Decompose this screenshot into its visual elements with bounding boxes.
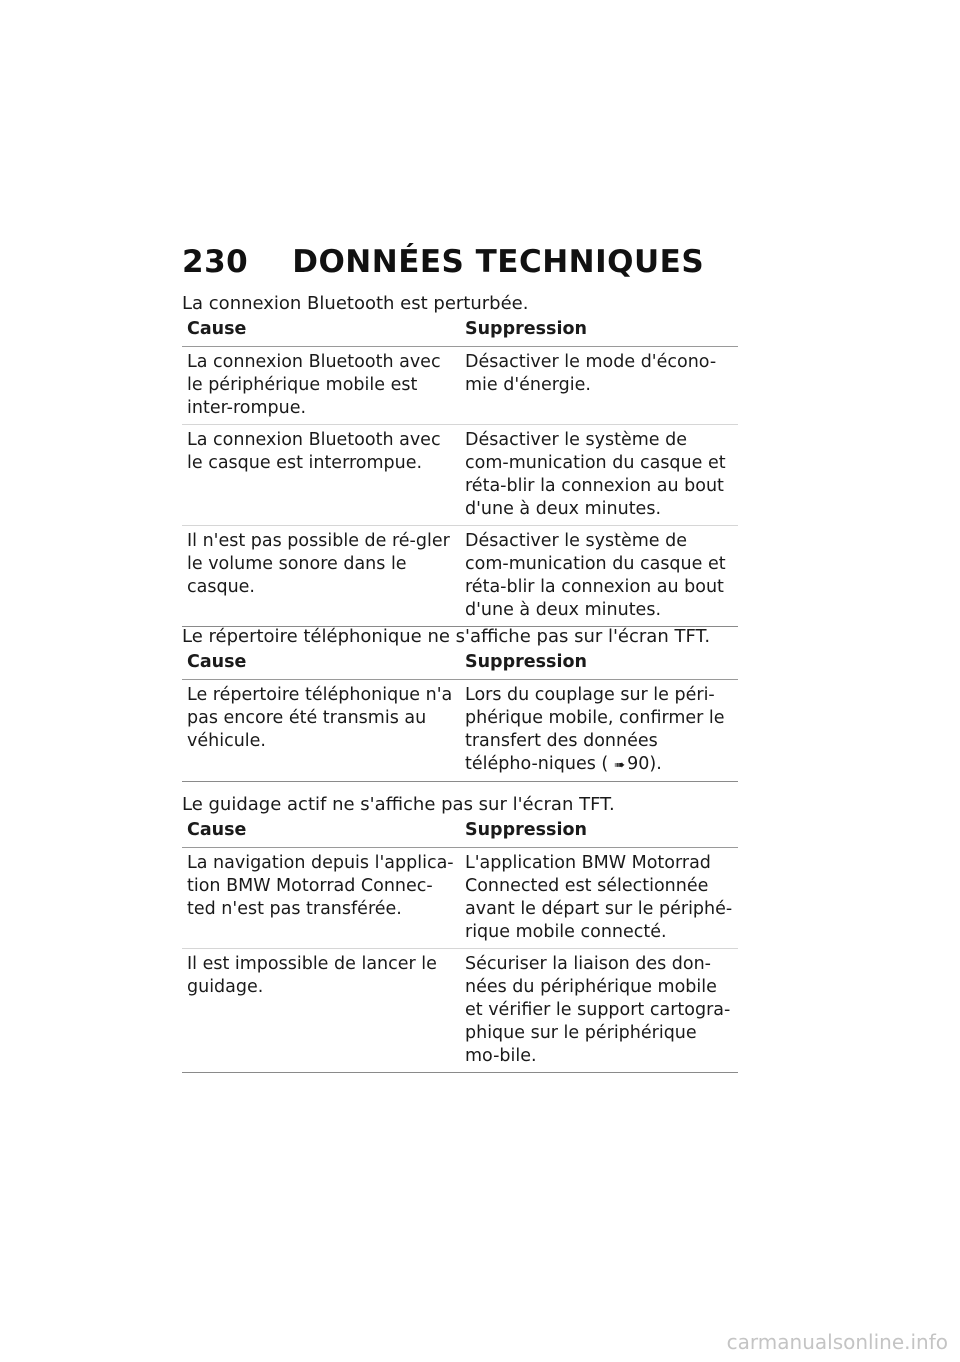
suppression-cell: Sécuriser la liaison des don-nées du périphérique mobile et vérifier le support cartogra-phique sur le périphérique mo-bile. xyxy=(460,949,738,1073)
table-row xyxy=(182,347,738,425)
table-row xyxy=(182,526,738,627)
cause-cell: Il est impossible de lancer le guidage. xyxy=(182,949,460,1073)
suppression-text: Lors du couplage sur le péri-phérique mobile, confirmer le transfert des données télépho-niques xyxy=(465,685,725,774)
page-header xyxy=(182,244,704,280)
watermark: carmanualsonline.info xyxy=(726,1330,948,1354)
column-header-suppression: Suppression xyxy=(460,317,738,347)
column-header-cause: Cause xyxy=(182,317,460,347)
cause-cell: Le répertoire téléphonique n'a pas encore été transmis au véhicule. xyxy=(182,680,460,782)
page-reference: 90). xyxy=(627,754,662,774)
cause-cell: La navigation depuis l'applica-tion BMW Motorrad Connec-ted n'est pas transférée. xyxy=(182,848,460,949)
suppression-cell: Lors du couplage sur le péri-phérique mobile, confirmer le transfert des données télépho-niques ( ➠ 90). xyxy=(460,680,738,782)
table-row xyxy=(182,425,738,526)
cause-cell: Il n'est pas possible de ré-gler le volume sonore dans le casque. xyxy=(182,526,460,627)
table-header-row xyxy=(182,818,738,848)
troubleshooting-table xyxy=(182,818,738,1073)
table-row xyxy=(182,949,738,1073)
page-title: DONNÉES TECHNIQUES xyxy=(292,244,705,280)
section-title: Le répertoire téléphonique ne s'affiche pas sur l'écran TFT. xyxy=(182,626,711,647)
suppression-cell: Désactiver le mode d'écono-mie d'énergie. xyxy=(460,347,738,425)
section-phonebook-not-shown xyxy=(182,625,738,782)
cause-cell: La connexion Bluetooth avec le casque est interrompue. xyxy=(182,425,460,526)
suppression-cell: Désactiver le système de com-munication du casque et réta-blir la connexion au bout d'une à deux minutes. xyxy=(460,526,738,627)
troubleshooting-table xyxy=(182,317,738,627)
column-header-cause: Cause xyxy=(182,650,460,680)
column-header-suppression: Suppression xyxy=(460,650,738,680)
table-header-row xyxy=(182,650,738,680)
column-header-suppression: Suppression xyxy=(460,818,738,848)
section-title: La connexion Bluetooth est perturbée. xyxy=(182,293,529,314)
section-bluetooth-disturbed xyxy=(182,292,738,627)
section-title: Le guidage actif ne s'affiche pas sur l'écran TFT. xyxy=(182,794,615,815)
troubleshooting-table xyxy=(182,650,738,782)
section-guidance-not-shown xyxy=(182,793,738,1073)
table-header-row xyxy=(182,317,738,347)
table-row xyxy=(182,680,738,782)
suppression-cell: L'application BMW Motorrad Connected est sélectionnée avant le départ sur le périphé-rique mobile connecté. xyxy=(460,848,738,949)
cause-cell: La connexion Bluetooth avec le périphérique mobile est inter-rompue. xyxy=(182,347,460,425)
page-number: 230 xyxy=(182,244,249,280)
column-header-cause: Cause xyxy=(182,818,460,848)
suppression-cell: Désactiver le système de com-munication du casque et réta-blir la connexion au bout d'une à deux minutes. xyxy=(460,425,738,526)
table-row xyxy=(182,848,738,949)
page-reference-arrow-icon: ➠ xyxy=(614,758,626,773)
